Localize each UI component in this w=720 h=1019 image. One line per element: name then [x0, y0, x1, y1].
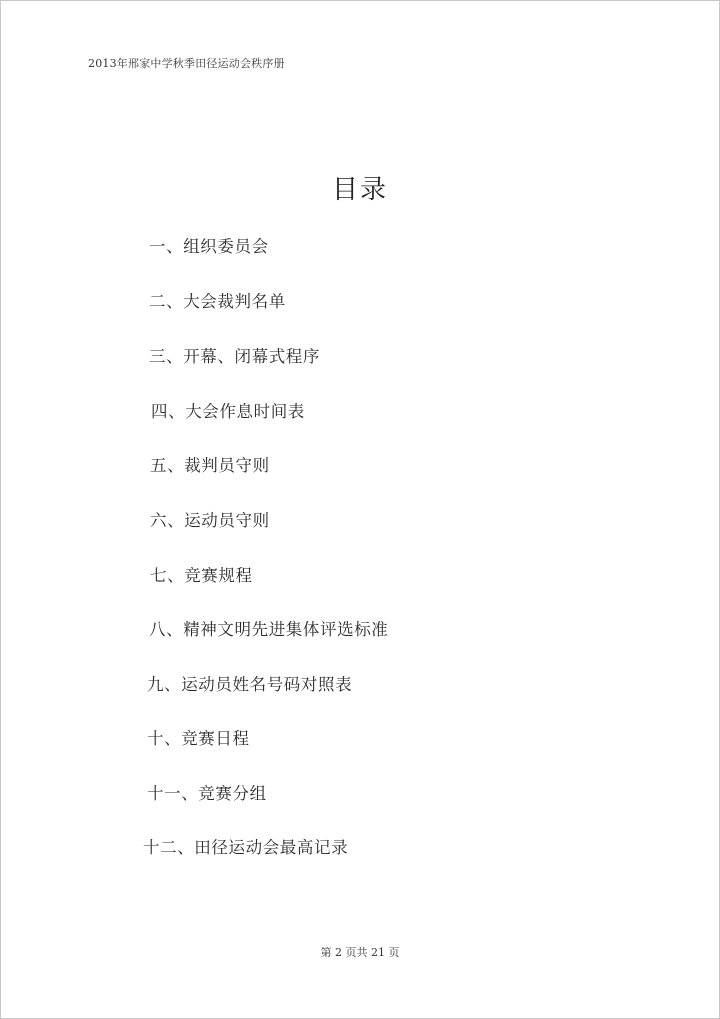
toc-item: 八、精神文明先进集体评选标准 — [149, 620, 389, 639]
toc-item: 十一、竞赛分组 — [147, 784, 267, 803]
toc-item: 三、开幕、闭幕式程序 — [149, 347, 320, 366]
toc-list — [1, 1, 719, 1018]
toc-item: 四、大会作息时间表 — [151, 402, 305, 421]
toc-item: 七、竞赛规程 — [150, 566, 253, 585]
toc-item: 二、大会裁判名单 — [149, 292, 286, 311]
toc-item: 十、竞赛日程 — [147, 729, 250, 748]
page-footer: 第 2 页共 21 页 — [320, 946, 400, 959]
toc-item: 十二、田径运动会最高记录 — [143, 838, 349, 857]
toc-item: 六、运动员守则 — [150, 511, 270, 530]
running-header: 2013年邢家中学秋季田径运动会秩序册 — [88, 57, 285, 70]
toc-item: 五、裁判员守则 — [150, 456, 270, 475]
toc-title: 目录 — [331, 175, 388, 205]
toc-item: 九、运动员姓名号码对照表 — [147, 675, 353, 694]
toc-item: 一、组织委员会 — [149, 237, 269, 256]
